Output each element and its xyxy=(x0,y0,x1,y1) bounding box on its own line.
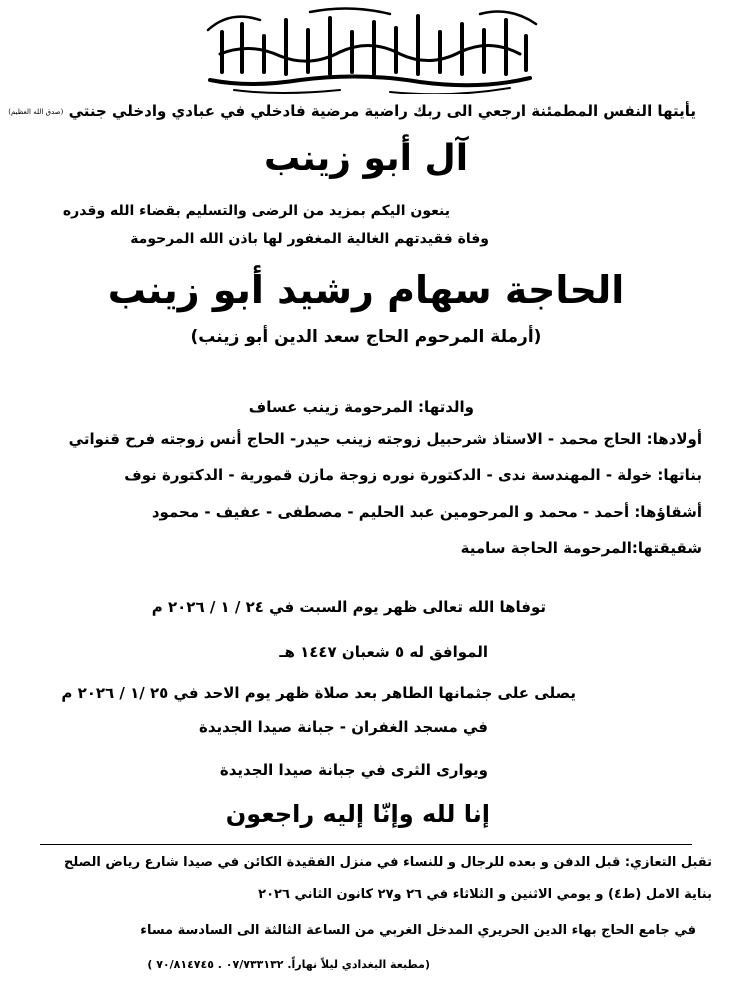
announcement-line-2: وفاة فقيدتهم الغالية المغفور لها باذن الله المرحومة xyxy=(130,231,489,247)
death-date-line: توفاها الله تعالى ظهر يوم السبت في ٢٤ / ١ / ٢٠٢٦ م xyxy=(151,598,546,616)
verse-text: يأيتها النفس المطمئنة ارجعي الى ربك راضية مرضية فادخلي في عبادي وادخلي جنتي xyxy=(68,102,696,120)
announcement-line-1: ينعون اليكم بمزيد من الرضى والتسليم بقضاء الله وقدره xyxy=(62,203,450,219)
brothers-line: أشقاؤها: أحمد - محمد و المرحومين عبد الحليم - مصطفى - عفيف - محمود xyxy=(151,503,702,521)
condolences-line-3: في جامع الحاج بهاء الدين الحريري المدخل الغربي من الساعة الثالثة الى السادسة مساء xyxy=(140,923,696,938)
funeral-prayer-line: يصلى على جثمانها الطاهر بعد صلاة ظهر يوم الاحد في ٢٥ /١ / ٢٠٢٦ م xyxy=(61,684,576,702)
closing-phrase: إنا لله وإنّا إليه راجعون xyxy=(225,800,490,828)
mosque-line: في مسجد الغفران - جبانة صيدا الجديدة xyxy=(198,718,488,736)
condolences-line-2: بناية الامل (ط٤) و يومي الاثنين و الثلاثاء في ٢٦ و٢٧ كانون الثاني ٢٠٢٦ xyxy=(258,887,712,902)
quran-verse xyxy=(4,102,696,120)
sister-line: شقيقتها:المرحومة الحاجة سامية xyxy=(460,539,702,557)
deceased-name: الحاجة سهام رشيد أبو زينب xyxy=(107,268,625,312)
daughters-line: بناتها: خولة - المهندسة ندى - الدكتورة نوره زوجة مازن قمورية - الدكتورة نوف xyxy=(124,466,702,484)
sons-line: أولادها: الحاج محمد - الاستاذ شرحبيل زوجته زينب حيدر- الحاج أنس زوجته فرح قنواتي xyxy=(68,430,702,448)
widow-of-line: (أرملة المرحوم الحاج سعد الدين أبو زينب) xyxy=(190,327,542,347)
printer-credit: (مطبعة البغدادي ليلاً نهاراً. ٠٧/٧٣٣١٣٢ . ٧٠/٨١٤٧٤٥ ) xyxy=(147,958,430,971)
header-calligraphy xyxy=(190,2,550,94)
calligraphy-text: سبحان الحي الذي لا يموت xyxy=(364,62,376,63)
hijri-date-line: الموافق له ٥ شعبان ١٤٤٧ هـ xyxy=(279,643,488,661)
mother-line: والدتها: المرحومة زينب عساف xyxy=(248,398,474,416)
calligraphy-artwork xyxy=(190,2,550,94)
family-title: آل أبو زينب xyxy=(263,138,469,179)
section-divider xyxy=(40,844,692,845)
condolences-line-1: تقبل التعازي: قبل الدفن و بعده للرجال و للنساء في منزل الفقيدة الكائن في صيدا شارع رياض الصلح xyxy=(63,855,712,870)
verse-source: (صدق الله العظيم) xyxy=(8,107,64,116)
burial-line: ويوارى الثرى في جبانة صيدا الجديدة xyxy=(219,761,488,779)
